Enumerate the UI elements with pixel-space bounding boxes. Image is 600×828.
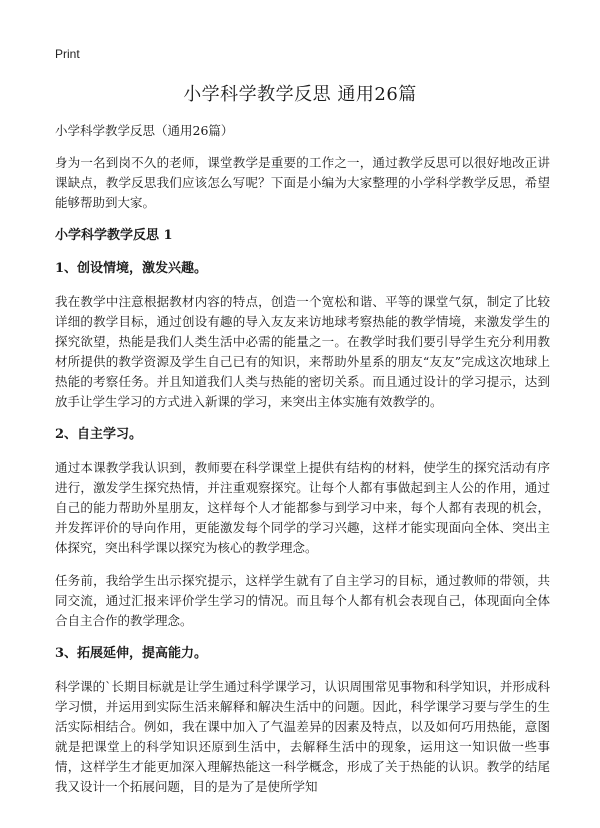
article-body — [55, 121, 550, 810]
subheading-3: 3、拓展延伸，提高能力。 — [55, 646, 208, 661]
section-heading: 小学科学教学反思 1 — [55, 228, 173, 243]
intro-paragraph: 身为一名到岗不久的老师，课堂教学是重要的工作之一，通过教学反思可以很好地改正讲课缺点，教学反思我们应该怎么写呢？下面是小编为大家整理的小学科学教学反思，希望能够帮助到大家。 — [55, 155, 550, 210]
paragraph-2: 通过本课教学我认识到，教师要在科学课堂上提供有结构的材料，使学生的探究活动有序进行，激发学生探究热情，并注重观察探究。让每个人都有事做起到主人公的作用，通过自己的能力帮助外星朋友，这样每个人才能都参与到学习中来，每个人都有表现的机会，并发挥评价的导向作用，更能激发每个同学的学习兴趣，这样才能实现面向全体、突出主体探究，突出科学课以探究为核心的教学理念。 — [55, 460, 550, 555]
paragraph-4: 科学课的`长期目标就是让学生通过科学课学习，认识周围常见事物和科学知识，并形成科学习惯，并运用到实际生活来解释和解决生活中的问题。因此，科学课学习要与学生的生活实际相结合。例如，我在课中加入了气温差异的因素及特点，以及如何巧用热能，意图就是把课堂上的科学知识还原到生活中，去解释生活中的现象，运用这一知识做一些事情，这样学生才能更加深入理解热能这一科学概念，形成了关于热能的认识。教学的结尾我又设计一个拓展问题，目的是为了是使所学知 — [55, 679, 550, 794]
subheading-1: 1、创设情境，激发兴趣。 — [55, 261, 208, 276]
article-subtitle: 小学科学教学反思（通用26篇） — [55, 123, 234, 138]
paragraph-1: 我在教学中注意根据教材内容的特点，创造一个宽松和谐、平等的课堂气氛，制定了比较详细的教学目标，通过创设有趣的导入友友来访地球考察热能的教学情境，来激发学生的探究欲望，热能是我们人类生活中必需的能量之一。在教学时我们要引导学生充分利用教材所提供的教学资源及学生自己已有的知识，来帮助外星系的朋友“友友”完成这次地球上热能的考察任务。并且知道我们人类与热能的密切关系。而且通过设计的学习提示，达到放手让学生学习的方式进入新课的学习，来突出主体实施有效教学的。 — [55, 294, 550, 409]
page-title: 小学科学教学反思 通用26篇 — [183, 84, 417, 105]
subheading-2: 2、自主学习。 — [55, 427, 143, 442]
print-link[interactable]: Print — [55, 47, 80, 61]
paragraph-3: 任务前，我给学生出示探究提示，这样学生就有了自主学习的目标，通过教师的带领，共同交流，通过汇报来评价学生学习的情况。而且每个人都有机会表现自己，体现面向全体合自主合作的教学理念。 — [55, 573, 550, 628]
